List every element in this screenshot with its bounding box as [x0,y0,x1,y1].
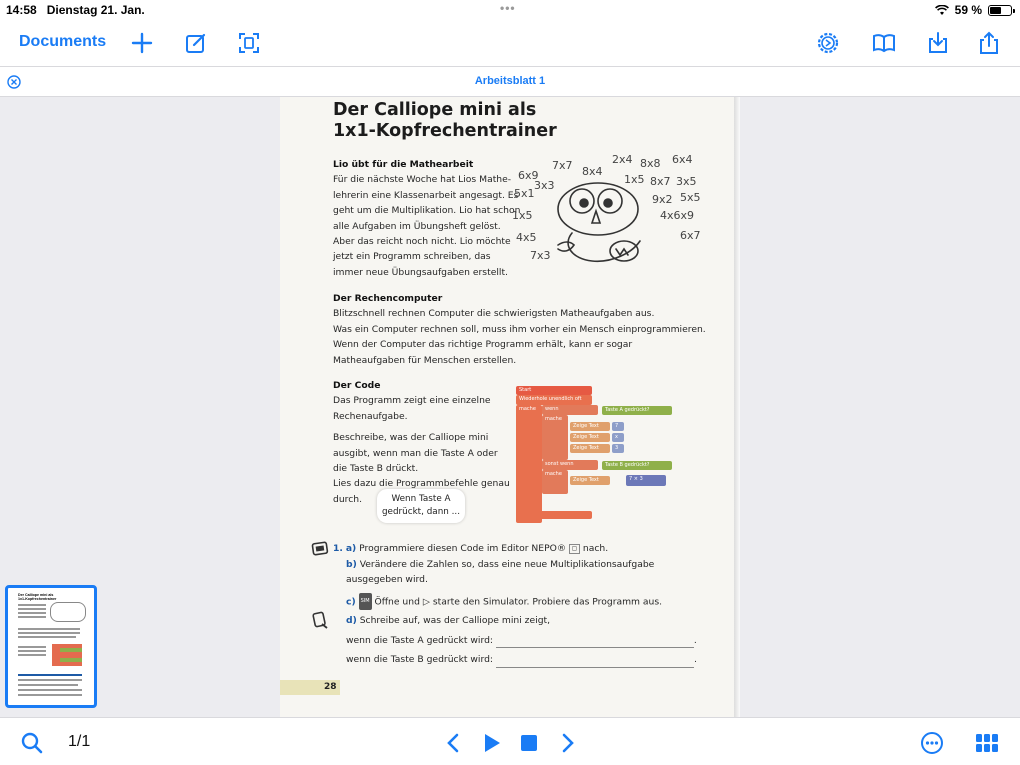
svg-text:4x5: 4x5 [516,231,537,244]
svg-text:1x5: 1x5 [624,173,645,186]
svg-text:5x5: 5x5 [680,191,701,204]
toolbar [0,20,1020,66]
code-else-body: mache [542,470,568,494]
settings-icon[interactable] [815,30,841,56]
svg-text:1x5: 1x5 [512,209,533,222]
code-show-3: Zeige Text [570,444,610,453]
code-else-if-block: sonst wenn [542,460,598,470]
section-computer: Der Rechencomputer Blitzschnell rechnen Computer die schwierigsten Matheaufgaben aus. Was ein Computer rechnen soll, muss ihm vorher ein Mensch einprogrammieren. Wenn der Computer das richtige Programm erhält, kann er sogar Matheaufgaben für Menschen erstellen. [333,293,706,366]
svg-text:7x7: 7x7 [552,159,573,172]
page-number: 28 [280,680,340,695]
svg-text:7x3: 7x3 [530,249,551,262]
svg-text:6x7: 6x7 [680,229,701,242]
svg-text:5x1: 5x1 [514,187,535,200]
code-taste-a: Taste A gedrückt? [602,406,672,415]
plus-icon[interactable] [129,30,155,56]
status-bar [0,0,1020,20]
svg-text:6x4: 6x4 [672,153,693,166]
section-code: Der Code Das Programm zeigt eine einzelne Rechenaufgabe. Beschreibe, was der Calliope mini ausgibt, wenn man die Taste A oder die Taste B drückt. Lies dazu die Programmbefehle genau durch. [333,380,510,505]
code-value-2: x [612,433,624,442]
svg-text:3x5: 3x5 [676,175,697,188]
play-icon[interactable] [479,731,503,755]
svg-text:8x8: 8x8 [640,157,661,170]
document-title: Arbeitsblatt 1 [474,75,546,87]
stop-icon[interactable] [517,731,541,755]
page-count: 1/1 [68,733,91,750]
task-list: 1. a) Programmiere diesen Code im Editor NEPO® ▢ nach. b) Verändere die Zahlen so, dass eine neue Multiplikationsaufgabe ausgegeben wird. c) SIM Öffne und ▷ starte den Simulator. Probiere das Programm aus. d) Schreibe auf, was der Calliope mini zeigt, wenn die Taste A gedrückt wird: . wenn die Taste B gedrückt wird: . [333,541,697,668]
code-if-body: mache [542,415,568,460]
download-icon[interactable] [925,30,951,56]
nepo-code-blocks [516,386,706,524]
svg-text:2x4: 2x4 [612,153,633,166]
multitasking-dots[interactable]: ••• [500,1,516,15]
code-if-block: wenn [542,405,598,415]
svg-text:6x9: 6x9 [518,169,539,182]
page-heading: Der Calliope mini als 1x1-Kopfrechentrainer [333,100,557,141]
share-icon[interactable] [976,30,1002,56]
bottom-bar [0,717,1020,765]
code-show-1: Zeige Text [570,422,610,431]
code-show-2: Zeige Text [570,433,610,442]
more-icon[interactable] [920,731,944,755]
edit-icon[interactable] [183,30,209,56]
document-page[interactable] [280,97,740,717]
code-loop-body: mache [516,405,542,523]
thumb-heading: Der Calliope mini als 1x1-Kopfrechentrainer [18,593,57,602]
code-loop-end [516,511,592,519]
code-show-4: Zeige Text [570,476,610,485]
svg-text:3x3: 3x3 [534,179,555,192]
owl-illustration [512,149,708,277]
speech-bubble: Wenn Taste A gedrückt, dann ... [377,489,465,523]
battery-percent: 59 % [954,3,982,17]
svg-text:9x2: 9x2 [652,193,673,206]
code-value-3: 3 [612,444,624,453]
tablet-icon [310,541,330,559]
page-thumbnail[interactable] [5,585,97,708]
code-loop-block: Wiederhole unendlich oft [516,395,592,405]
svg-text:4x6x9: 4x6x9 [660,209,695,222]
scan-icon[interactable] [236,30,262,56]
documents-button[interactable]: Documents [19,33,107,50]
code-start-block: Start [516,386,592,395]
wifi-icon [935,5,949,16]
next-page-icon[interactable] [556,731,580,755]
section-lio: Lio übt für die Mathearbeit Für die nächste Woche hat Lios Mathe- lehrerin eine Klassenarbeit angesagt. Es geht um die Multiplikation. Lio hat schon alle Aufgaben im Übungsheft gelöst. Aber das reicht noch nicht. Lio möchte jetzt ein Programm schreiben, das immer neue Übungsaufgaben erstellt. [333,159,521,278]
code-value-1: 7 [612,422,624,431]
search-icon[interactable] [20,731,44,755]
battery-icon [988,5,1012,16]
code-taste-b: Taste B gedrückt? [602,461,672,470]
pencil-icon [310,610,330,630]
svg-text:8x7: 8x7 [650,175,671,188]
prev-page-icon[interactable] [441,731,465,755]
document-title-bar [0,66,1020,97]
svg-text:8x4: 8x4 [582,165,603,178]
book-icon[interactable] [871,30,897,56]
code-math-block: 7 × 3 [626,475,666,486]
grid-icon[interactable] [975,731,999,755]
status-time: 14:58 Dienstag 21. Jan. [6,3,145,17]
